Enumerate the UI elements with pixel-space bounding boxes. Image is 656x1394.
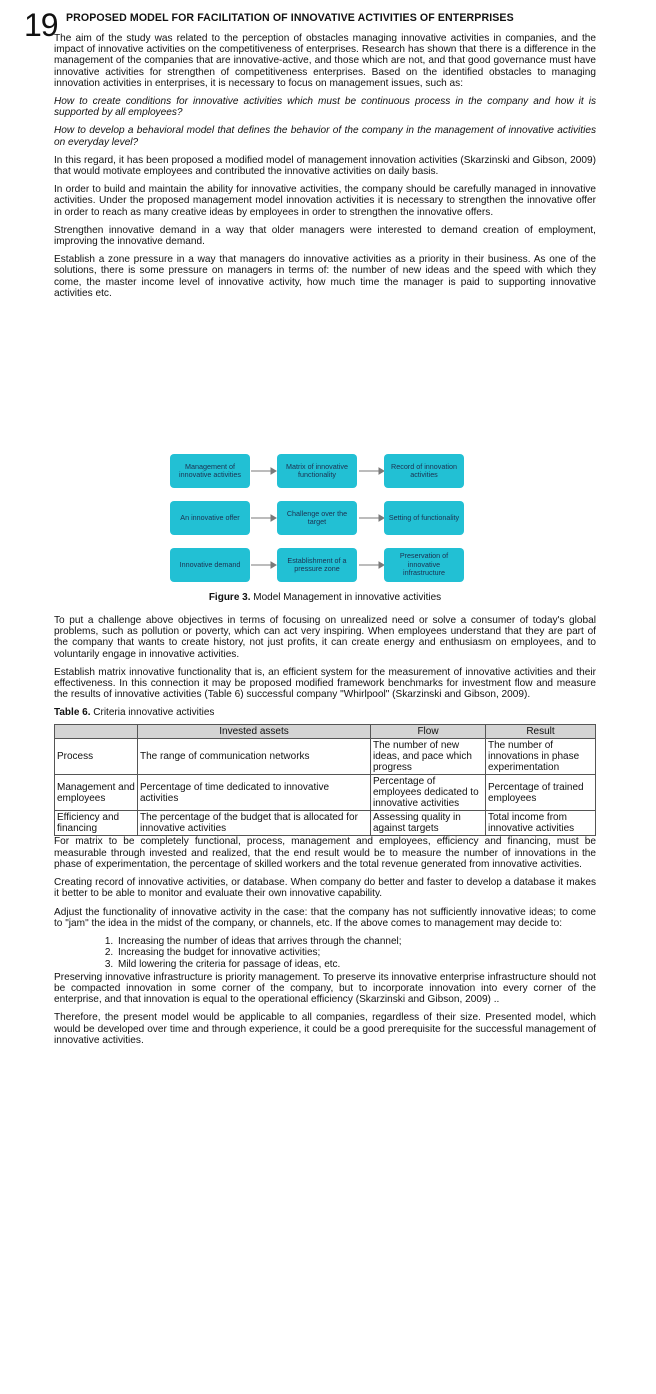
box-setting-functionality: Setting of functionality xyxy=(384,501,464,535)
table-row xyxy=(55,739,596,775)
table-header-cell: Result xyxy=(486,725,596,739)
table-cell: The range of communication networks xyxy=(138,739,371,775)
paragraph: Strengthen innovative demand in a way that older managers were interested to demand creation of employment, improving the innovative demand. xyxy=(54,224,596,248)
table-row xyxy=(55,811,596,836)
figure-caption-text: Model Management in innovative activities xyxy=(250,592,442,604)
table-cell: The number of innovations in phase experimentation xyxy=(486,739,596,775)
paragraph: Establish a zone pressure in a way that managers do innovative activities as a priority in their business. As one of the solutions, there is some pressure on managers in terms of: the number of new ideas and the speed with which they come, the master income level of innovative activity, how much time the manager is paid to supporting innovative activities etc. xyxy=(54,254,596,299)
blank-gap xyxy=(54,306,596,454)
paragraph: The aim of the study was related to the perception of obstacles managing innovative activities in companies, and the impact of innovative activities on the competitiveness of enterprises. Research has shown that there is a difference in the management of the companies that are innovative-active, and those which are not, and that good governance must have innovative activities for strengthen of competitiveness enterprises. Based on the identified obstacles to managing innovation activities in enterprises, it is necessary to focus on management issues, such as: xyxy=(54,33,596,89)
paragraph: How to create conditions for innovative activities which must be continuous process in the company and how it is supported by all employees? xyxy=(54,96,596,119)
table-row xyxy=(55,775,596,811)
paragraph: How to develop a behavioral model that defines the behavior of the company in the management of innovative activities on everyday level? xyxy=(54,125,596,148)
body-text xyxy=(54,33,596,1053)
table-cell: Process xyxy=(55,739,138,775)
box-innovative-demand: Innovative demand xyxy=(170,548,250,582)
paragraph: To put a challenge above objectives in terms of focusing on unrealized need or solve a consumer of today's global problems, such as pollution or poverty, which can act very inspiring. When employees understand that they are part of the company that wants to create history, not just profits, it can create energy and enthusiasm on employees, and to voluntarily engage in innovative activities. xyxy=(54,615,596,660)
paragraph: Adjust the functionality of innovative activity in the case: that the company has not sufficiently innovative ideas; to come to "jam" the idea in the midst of the company, or channels, etc. If the above comes to management may decide to: xyxy=(54,906,596,929)
table-caption-text: Criteria innovative activities xyxy=(90,707,215,719)
table-header-cell xyxy=(55,725,138,739)
paragraph: For matrix to be completely functional, process, management and employees, efficiency and financing, must be measurable through invested and realized, that the end result would be to measure the number of innovations in the phase of experimentation, the percentage of skilled workers and the total revenue generated from innovative activities. xyxy=(54,836,596,870)
table-cell: The percentage of the budget that is allocated for innovative activities xyxy=(138,811,371,836)
list-item: 2. Increasing the budget for innovative activities; xyxy=(116,947,596,958)
bottom-paragraphs xyxy=(54,836,596,928)
paragraph: Preserving innovative infrastructure is priority management. To preserve its innovative enterprise infrastructure should not be compacted innovation in some corner of the company, but to incorporate innovation into every corner of the enterprise, and that innovation is equal to the operational efficiency (Skarzinski and Gibson, 2009) .. xyxy=(54,971,596,1006)
box-preservation-infrastructure: Preservation of innovative infrastructure xyxy=(384,548,464,582)
measures-list xyxy=(54,936,596,970)
table-cell: The number of new ideas, and pace which progress xyxy=(371,739,486,775)
paragraph: Creating record of innovative activities, or database. When company do better and faster to develop a database it makes it better to be able to monitor and evaluate their own innovative capability. xyxy=(54,877,596,900)
table-cell: Percentage of time dedicated to innovative activities xyxy=(138,775,371,811)
section-title: PROPOSED MODEL FOR FACILITATION OF INNOVATIVE ACTIVITIES OF ENTERPRISES xyxy=(66,12,514,24)
figure-caption-label: Figure 3. xyxy=(208,592,251,604)
mid-paragraphs xyxy=(54,615,596,700)
table-body xyxy=(55,739,596,836)
page-number: 19 xyxy=(24,7,58,43)
list-item: 3. Mild lowering the criteria for passage of ideas, etc. xyxy=(116,959,596,970)
table-cell: Percentage of trained employees xyxy=(486,775,596,811)
paragraph: Establish matrix innovative functionality that is, an efficient system for the measurement of innovative activities and their effectiveness. In this connection it may be proposed modified framework benchmarks for investment flow and measure the results of innovative activities (Table 6) successful company "Whirlpool" (Skarzinski and Gibson, 2009). xyxy=(54,666,596,701)
table-header-row xyxy=(55,725,596,739)
table-header-cell: Invested assets xyxy=(138,725,371,739)
box-challenge-target: Challenge over the target xyxy=(277,501,357,535)
table-cell: Percentage of employees dedicated to innovative activities xyxy=(371,775,486,811)
table-caption xyxy=(54,707,596,718)
table-cell: Management and employees xyxy=(55,775,138,811)
box-record-activities: Record of innovation activities xyxy=(384,454,464,488)
box-management-activities: Management of innovative activities xyxy=(170,454,250,488)
model-figure xyxy=(167,454,467,584)
table-cell: Efficiency and financing xyxy=(55,811,138,836)
box-innovative-offer: An innovative offer xyxy=(170,501,250,535)
top-paragraphs xyxy=(54,33,596,299)
figure-caption xyxy=(54,592,596,603)
table-cell: Total income from innovative activities xyxy=(486,811,596,836)
paragraph: In this regard, it has been proposed a modified model of management innovation activities (Skarzinski and Gibson, 2009) that would motivate employees and contributed the innovative activities on daily basis. xyxy=(54,154,596,178)
criteria-table xyxy=(54,724,596,836)
paragraph: In order to build and maintain the ability for innovative activities, the company should be carefully managed in innovative activities. Under the proposed management model innovation activities it is necessary to strengthen the innovative offer in order to reach as many creative ideas by employees in order to strengthen the innovative offers. xyxy=(54,184,596,218)
box-pressure-zone: Establishment of a pressure zone xyxy=(277,548,357,582)
list-item: 1. Increasing the number of ideas that arrives through the channel; xyxy=(116,936,596,947)
paragraph: Therefore, the present model would be applicable to all companies, regardless of their size. Presented model, which would be developed over time and through experience, it could be a good prerequisite for the successful management of innovative activities. xyxy=(54,1012,596,1046)
table-header-cell: Flow xyxy=(371,725,486,739)
table-caption-label: Table 6. xyxy=(54,707,91,719)
table-cell: Assessing quality in against targets xyxy=(371,811,486,836)
end-paragraphs xyxy=(54,972,596,1046)
box-matrix-functionality: Matrix of innovative functionality xyxy=(277,454,357,488)
